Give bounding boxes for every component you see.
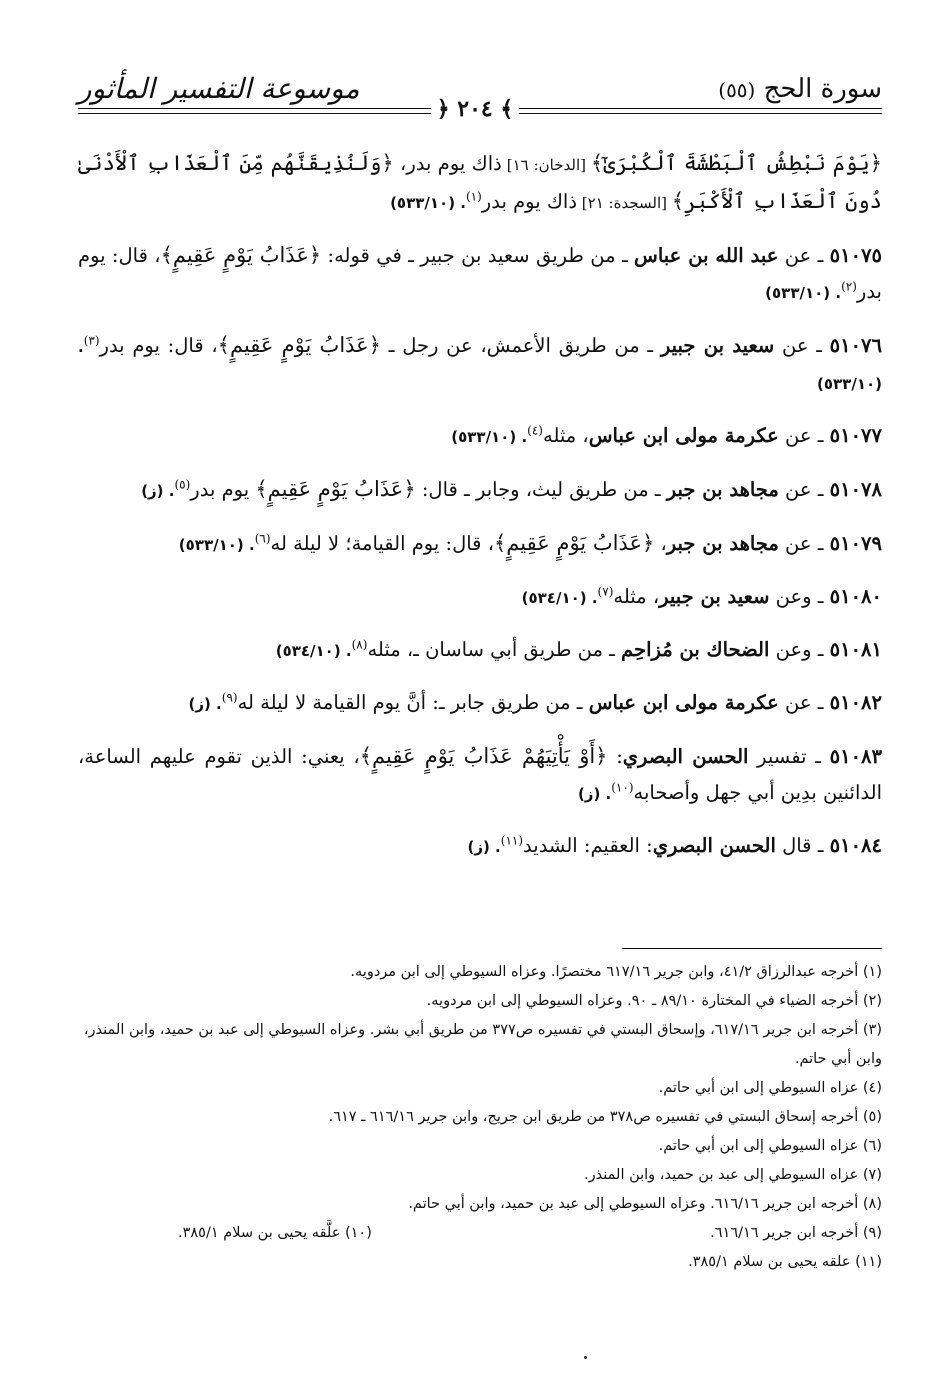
footnote-9: (٩) أخرجه ابن جرير ٦١٦/١٦. xyxy=(710,1225,882,1241)
quran-quote: ﴿أَوْ يَأْتِيَهُمْ عَذَابُ يَوْمٍ عَقِيمٍ﴾ xyxy=(359,744,608,768)
text-segment: ـ عن xyxy=(778,691,830,714)
verse-source: [الدخان: ١٦] xyxy=(501,156,591,174)
quran-quote: ﴿وَلَنُذِيقَنَّهُم مِّنَ ٱلْعَذَابِ ٱلْأَدْنَىٰ دُونَ ٱلْعَذَابِ ٱلْأَكْبَرِ﴾ xyxy=(78,151,882,213)
page-mark xyxy=(584,1356,587,1359)
paragraph-51078 xyxy=(78,471,882,509)
entry-number: ٥١٠٨٤ xyxy=(829,834,882,857)
entry-number: ٥١٠٨٢ xyxy=(829,691,882,714)
text-segment: : العقيم: الشديد xyxy=(523,834,653,857)
entry-number: ٥١٠٧٩ xyxy=(829,532,882,555)
footnote-10: (١٠) علَّقه يحيى بن سلام ٣٨٥/١. xyxy=(178,1225,372,1241)
quran-quote: ﴿عَذَابُ يَوْمٍ عَقِيمٍ﴾ xyxy=(494,531,655,555)
text-segment: ـ وعن xyxy=(769,585,830,608)
paragraph-51082 xyxy=(78,685,882,722)
volume-reference: . (٥٣٣/١٠) xyxy=(178,536,255,554)
text-segment: ، مثله xyxy=(542,424,589,447)
text-segment: ، قال: يوم بدر xyxy=(99,334,218,357)
verse-source: [السجدة: ٢١] xyxy=(577,194,672,212)
narrator-name: سعيد بن جبير xyxy=(660,334,775,357)
footnote-2: (٢) أخرجه الضياء في المختارة ٨٩/١٠ ـ ٩٠. وعزاه السيوطي إلى ابن مردويه. xyxy=(426,993,882,1009)
book-title: موسوعة التفسير المأثور xyxy=(78,72,360,105)
paragraph-51084 xyxy=(78,828,882,865)
footnote-8: (٨) أخرجه ابن جرير ٦١٦/١٦. وعزاه السيوطي إلى عبد بن حميد، وابن أبي حاتم. xyxy=(408,1196,882,1212)
footnote-marker: (٢) xyxy=(841,279,857,294)
footnote-marker: (٣) xyxy=(83,333,100,348)
footnote-marker: (١١) xyxy=(500,833,524,848)
entry-number: ٥١٠٧٧ xyxy=(829,424,882,447)
paragraph-51079 xyxy=(78,525,882,563)
text-segment: ـ تفسير xyxy=(748,745,830,768)
volume-reference: . (٥٣٣/١٠) xyxy=(451,428,528,446)
narrator-name: عكرمة مولى ابن عباس xyxy=(588,424,779,447)
footnote-marker: (٧) xyxy=(597,584,614,599)
footnote-separator xyxy=(622,948,882,949)
volume-reference: . (٥٣٣/١٠) xyxy=(390,194,466,212)
narrator-name: عكرمة مولى ابن عباس xyxy=(588,691,779,714)
entry-number: ٥١٠٧٥ xyxy=(829,244,883,267)
footnote-marker: (٨) xyxy=(351,637,368,652)
volume-reference: . (٥٣٣/١٠) xyxy=(765,284,842,302)
narrator-name: مجاهد بن جبر xyxy=(666,478,779,501)
text-segment: ، مثله xyxy=(613,585,660,608)
text-segment: ذاك يوم بدر xyxy=(481,190,578,213)
text-segment: ـ من طريق ليث، وجابر ـ قال: xyxy=(415,478,667,501)
text-segment: ذاك يوم بدر، xyxy=(393,152,502,175)
text-segment: ـ من طريق سعيد بن جبير ـ في قوله: xyxy=(321,244,635,267)
paragraph-51075 xyxy=(78,237,882,311)
narrator-name: عبد الله بن عباس xyxy=(634,244,779,267)
footnote-marker: (٦) xyxy=(254,531,271,546)
text-segment: يوم بدر xyxy=(190,478,256,501)
footnote-3: (٣) أخرجه ابن جرير ٦١٧/١٦، وإسحاق البستي في تفسيره ص٣٧٧ من طريق أبي بشر. وعزاه السيوطي إلى عبد بن حميد، وابن المنذر، وابن أبي حاتم. xyxy=(83,1022,882,1067)
text-segment: ـ وعن xyxy=(769,638,830,661)
volume-reference: . (ز) xyxy=(577,785,612,803)
narrator-name: الحسن البصري xyxy=(622,745,749,768)
volume-reference: . (٥٣٣/١٠) xyxy=(78,338,882,393)
text-segment: ـ من طريق الأعمش، عن رجل ـ xyxy=(381,334,661,357)
footnote-4: (٤) عزاه السيوطي إلى ابن أبي حاتم. xyxy=(658,1080,882,1096)
text-segment: ـ عن xyxy=(778,478,830,501)
entry-number: ٥١٠٧٦ xyxy=(829,334,883,357)
surah-number: (٥٥) xyxy=(718,78,756,102)
paragraph-51076 xyxy=(78,327,882,402)
footnote-marker: (١٠) xyxy=(611,780,634,795)
footnotes xyxy=(78,958,882,1277)
paragraph-intro xyxy=(78,145,882,221)
text-segment: ـ عن xyxy=(778,532,830,555)
volume-reference: . (ز) xyxy=(188,695,222,713)
quran-quote: ﴿عَذَابُ يَوْمٍ عَقِيمٍ﴾ xyxy=(160,243,322,267)
entry-number: ٥١٠٨١ xyxy=(829,638,882,661)
footnote-marker: (١) xyxy=(465,189,482,204)
footnote-7: (٧) عزاه السيوطي إلى عبد بن حميد، وابن المنذر. xyxy=(584,1167,882,1183)
paragraph-51080 xyxy=(78,579,882,616)
footnote-5: (٥) أخرجه إسحاق البستي في تفسيره ص٣٧٨ من طريق ابن جريج، وابن جرير ٦١٦/١٦ ـ ٦١٧. xyxy=(328,1109,882,1125)
footnote-row xyxy=(78,1219,882,1248)
text-segment: ـ عن xyxy=(774,334,830,357)
text-segment: ، قال: يوم بدر xyxy=(78,244,882,303)
quran-quote: ﴿يَوْمَ نَبْطِشُ ٱلْبَطْشَةَ ٱلْكُبْرَىٰٓ﴾ xyxy=(590,151,883,175)
surah-name: سورة الحج xyxy=(763,74,882,104)
footnote-1: (١) أخرجه عبدالرزاق ٤١/٢، وابن جرير ٦١٧/١٦ مختصرًا. وعزاه السيوطي إلى ابن مردويه. xyxy=(350,964,882,980)
text-segment: : xyxy=(607,745,623,768)
volume-reference: . (ز) xyxy=(467,838,501,856)
text-segment: ـ من طريق جابر ـ: أنَّ يوم القيامة لا ليلة له xyxy=(237,691,589,714)
footnote-marker: (٤) xyxy=(527,423,543,438)
text-segment: ـ من طريق أبي ساسان ـ، مثله xyxy=(367,638,622,661)
entry-number: ٥١٠٨٣ xyxy=(829,745,883,768)
footnote-6: (٦) عزاه السيوطي إلى ابن أبي حاتم. xyxy=(658,1138,882,1154)
text-segment: ـ عن xyxy=(778,424,830,447)
footnote-marker: (٥) xyxy=(174,477,191,492)
volume-reference: . (ز) xyxy=(141,482,175,500)
paragraph-51081 xyxy=(78,632,882,669)
text-segment: ـ عن xyxy=(778,244,830,267)
text-segment: ـ قال xyxy=(775,834,830,857)
paragraph-51083 xyxy=(78,738,882,812)
quran-quote: ﴿عَذَابُ يَوْمٍ عَقِيمٍ﴾ xyxy=(217,333,382,357)
text-segment: ، قال: يوم القيامة؛ لا ليلة له xyxy=(270,532,494,555)
narrator-name: مجاهد بن جبر xyxy=(666,532,779,555)
narrator-name: سعيد بن جبير xyxy=(659,585,770,608)
narrator-name: الضحاك بن مُزاحِم xyxy=(621,638,770,661)
entry-number: ٥١٠٨٠ xyxy=(829,585,882,608)
page-number-ornament xyxy=(0,96,950,122)
quran-quote: ﴿عَذَابُ يَوْمٍ عَقِيمٍ﴾ xyxy=(255,477,416,501)
footnote-11: (١١) علقه يحيى بن سلام ٣٨٥/١. xyxy=(688,1254,882,1270)
volume-reference: . (٥٣٤/١٠) xyxy=(521,589,598,607)
page-number: ﴾ ٢٠٤ ﴿ xyxy=(431,96,520,122)
text-segment: ، يعني: الذين تقوم عليهم الساعة، الدائنين بدِين أبي جهل وأصحابه xyxy=(78,745,882,804)
text-segment: ، xyxy=(654,532,667,555)
paragraph-51077 xyxy=(78,418,882,455)
narrator-name: الحسن البصري xyxy=(652,834,776,857)
volume-reference: . (٥٣٤/١٠) xyxy=(275,642,352,660)
entry-number: ٥١٠٧٨ xyxy=(829,478,882,501)
main-text xyxy=(78,145,882,881)
footnote-marker: (٩) xyxy=(221,690,238,705)
